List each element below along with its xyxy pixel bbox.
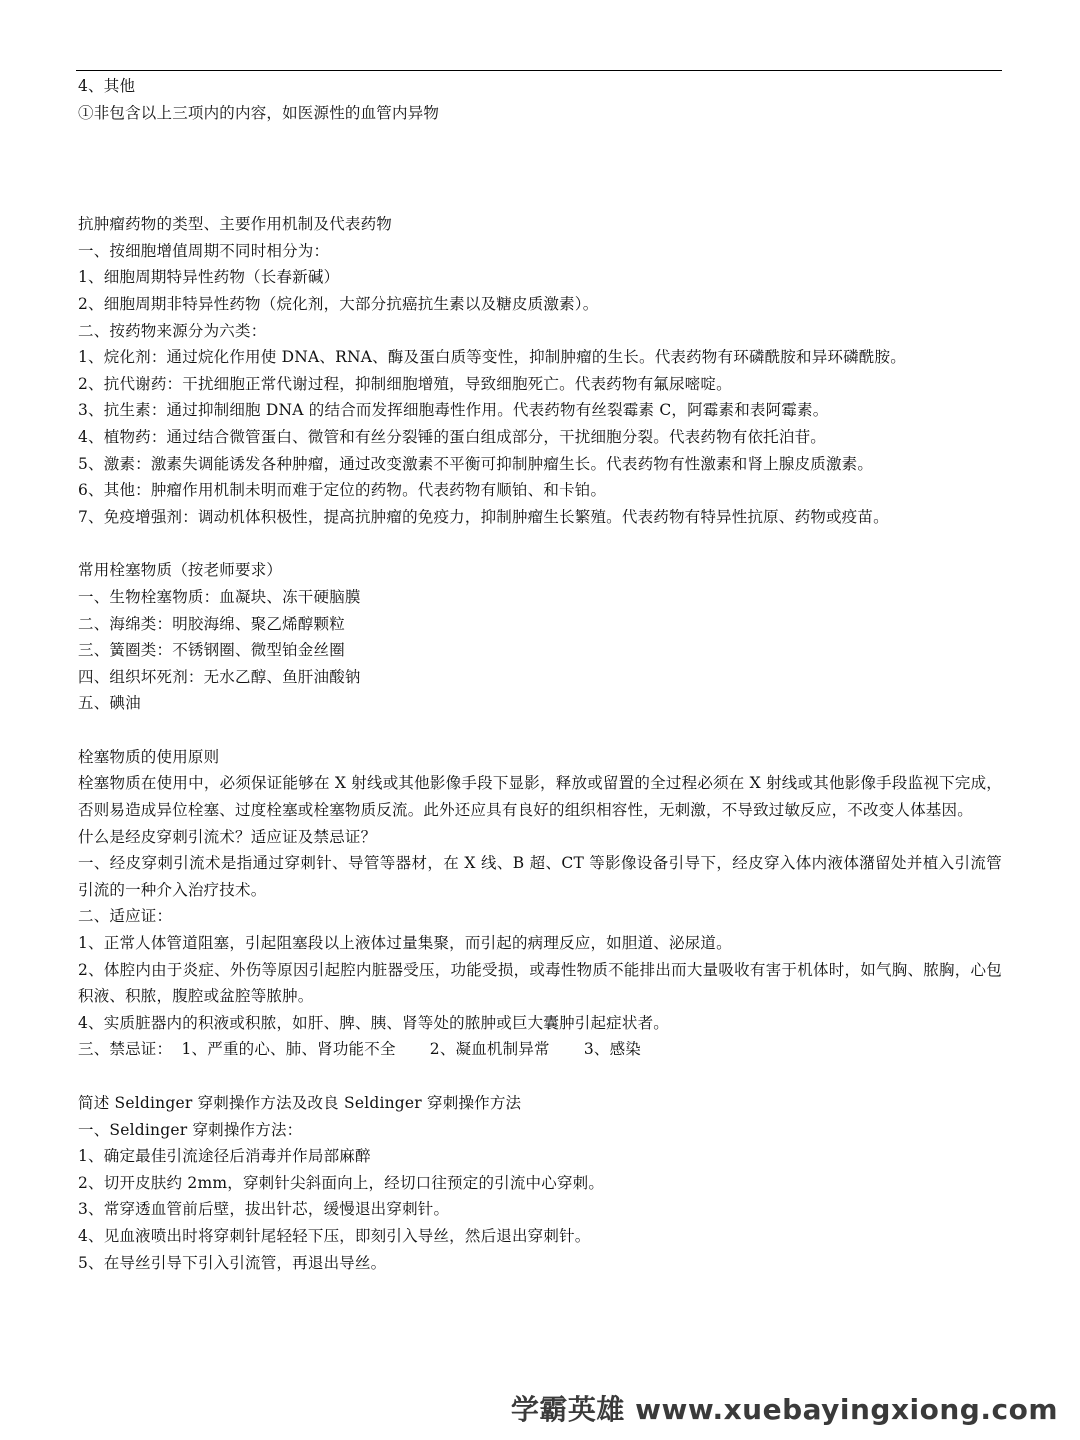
site-watermark: 学霸英雄 www.xuebayingxiong.com bbox=[510, 1393, 1058, 1426]
section-gap bbox=[78, 530, 1002, 557]
text-line: 二、适应证： bbox=[78, 907, 173, 926]
text-line: 1、烷化剂：通过烷化作用使 DNA、RNA、酶及蛋白质等变性，抑制肿瘤的生长。代表药物有环磷酰胺和异环磷酰胺。 bbox=[78, 348, 906, 367]
text-line: 4、见血液喷出时将穿刺针尾轻轻下压，即刻引入导丝，然后退出穿刺针。 bbox=[78, 1226, 591, 1245]
header-rule bbox=[76, 70, 1002, 71]
section-gap bbox=[78, 1063, 1002, 1090]
contra-item: 3、感染 bbox=[583, 1040, 641, 1059]
section-gap bbox=[78, 126, 1002, 211]
text-line: 2、切开皮肤约 2mm，穿刺针尖斜面向上，经切口往预定的引流中心穿刺。 bbox=[78, 1173, 605, 1192]
paragraph: 一、经皮穿刺引流术是指通过穿刺针、导管等器材，在 X 线、B 超、CT 等影像设备引导下，经皮穿入体内液体潴留处并植入引流管引流的一种介入治疗技术。 bbox=[78, 854, 1002, 899]
section-gap bbox=[78, 717, 1002, 744]
text-line: 二、按药物来源分为六类： bbox=[78, 321, 267, 340]
contra-label: 三、禁忌证： bbox=[78, 1040, 173, 1059]
text-line: 五、碘油 bbox=[78, 694, 141, 713]
paragraph: 栓塞物质在使用中，必须保证能够在 X 射线或其他影像手段下显影，释放或留置的全过程必须在 X 射线或其他影像手段监视下完成，否则易造成异位栓塞、过度栓塞或栓塞物质反流。此外还应具有良好的组织相容性，无刺激，不导致过敏反应，不改变人体基因。 bbox=[78, 774, 1002, 820]
text-line: 3、常穿透血管前后壁，拔出针芯，缓慢退出穿刺针。 bbox=[78, 1200, 450, 1219]
section-title-embolic: 常用栓塞物质（按老师要求） bbox=[78, 561, 283, 580]
text-line: 一、按细胞增值周期不同时相分为： bbox=[78, 241, 330, 260]
text-line: 3、抗生素：通过抑制细胞 DNA 的结合而发挥细胞毒性作用。代表药物有丝裂霉素 C，阿霉素和表阿霉素。 bbox=[78, 401, 829, 420]
text-line: 一、Seldinger 穿刺操作方法： bbox=[78, 1120, 303, 1139]
contra-item: 2、凝血机制异常 bbox=[429, 1040, 550, 1059]
text-line: 1、正常人体管道阻塞，引起阻塞段以上液体过量集聚，而引起的病理反应，如胆道、泌尿道。 bbox=[78, 934, 732, 953]
text-line: 三、簧圈类：不锈钢圈、微型铂金丝圈 bbox=[78, 641, 345, 660]
contra-item: 1、严重的心、肺、肾功能不全 bbox=[181, 1040, 396, 1059]
text-line: 4、植物药：通过结合微管蛋白、微管和有丝分裂锤的蛋白组成部分，干扰细胞分裂。代表药物有依托泊苷。 bbox=[78, 427, 826, 446]
text-line: 7、免疫增强剂：调动机体积极性，提高抗肿瘤的免疫力，抑制肿瘤生长繁殖。代表药物有特异性抗原、药物或疫苗。 bbox=[78, 507, 889, 526]
text-line: 1、细胞周期特异性药物（长春新碱） bbox=[78, 268, 340, 287]
text-line: 二、海绵类：明胶海绵、聚乙烯醇颗粒 bbox=[78, 614, 345, 633]
section-title-drainage: 什么是经皮穿刺引流术？适应证及禁忌证？ bbox=[78, 827, 377, 846]
text-line: 5、激素：激素失调能诱发各种肿瘤，通过改变激素不平衡可抑制肿瘤生长。代表药物有性激素和肾上腺皮质激素。 bbox=[78, 454, 874, 473]
item-heading: 4、其他 bbox=[78, 77, 136, 95]
paragraph: 2、体腔内由于炎症、外伤等原因引起腔内脏器受压，功能受损，或毒性物质不能排出而大量吸收有害于机体时，如气胸、脓胸，心包积液、积脓，腹腔或盆腔等脓肿。 bbox=[78, 960, 1002, 1006]
text-line: 四、组织坏死剂：无水乙醇、鱼肝油酸钠 bbox=[78, 667, 361, 686]
contraindications-line bbox=[78, 1036, 1002, 1063]
text-line: 2、抗代谢药：干扰细胞正常代谢过程，抑制细胞增殖，导致细胞死亡。代表药物有氟尿嘧啶。 bbox=[78, 374, 732, 393]
item-line: ①非包含以上三项内的内容，如医源性的血管内异物 bbox=[78, 103, 440, 122]
section-title-seldinger: 简述 Seldinger 穿刺操作方法及改良 Seldinger 穿刺操作方法 bbox=[78, 1094, 522, 1112]
text-line: 2、细胞周期非特异性药物（烷化剂，大部分抗癌抗生素以及糖皮质激素）。 bbox=[78, 294, 599, 313]
text-line: 4、实质脏器内的积液或积脓，如肝、脾、胰、肾等处的脓肿或巨大囊肿引起症状者。 bbox=[78, 1013, 669, 1032]
text-line: 一、生物栓塞物质：血凝块、冻干硬脑膜 bbox=[78, 587, 361, 606]
text-line: 1、确定最佳引流途径后消毒并作局部麻醉 bbox=[78, 1147, 371, 1166]
document-body bbox=[78, 73, 1002, 1276]
section-title-embolic-principles: 栓塞物质的使用原则 bbox=[78, 747, 220, 766]
text-line: 5、在导丝引导下引入引流管，再退出导丝。 bbox=[78, 1253, 387, 1272]
section-title-antitumor: 抗肿瘤药物的类型、主要作用机制及代表药物 bbox=[78, 215, 393, 234]
text-line: 6、其他：肿瘤作用机制未明而难于定位的药物。代表药物有顺铂、和卡铂。 bbox=[78, 481, 607, 500]
